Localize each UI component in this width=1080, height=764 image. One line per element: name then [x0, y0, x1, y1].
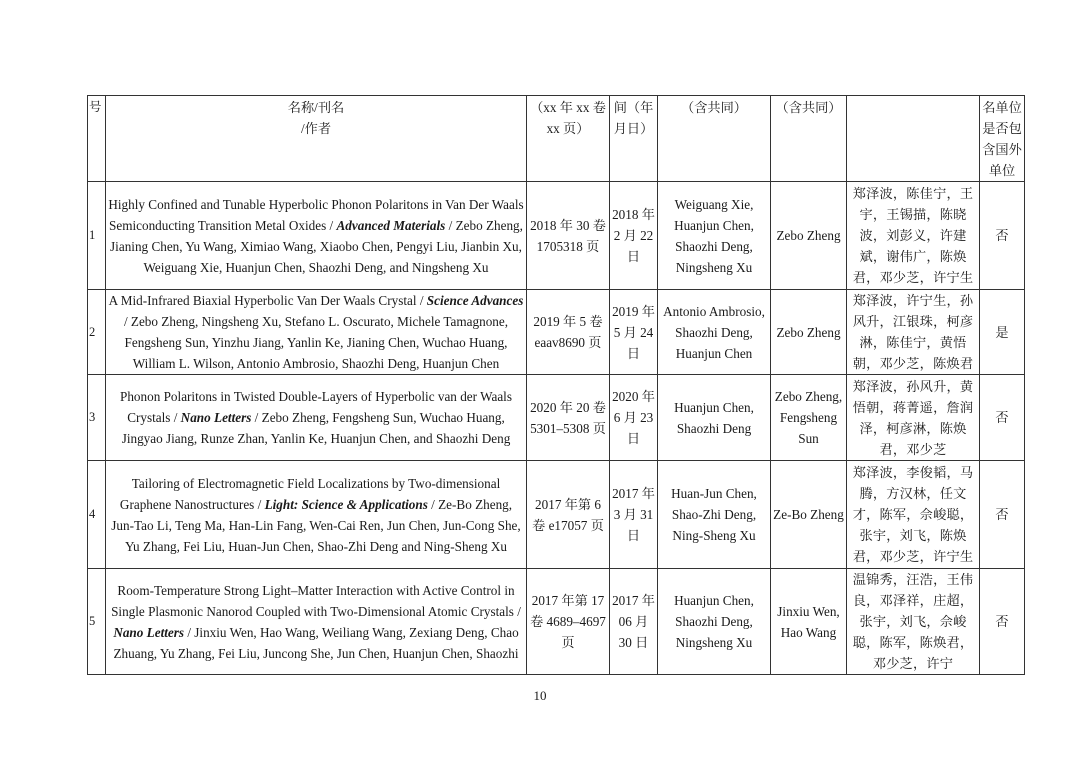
first-authors: Weiguang Xie, Huanjun Chen, Shaozhi Deng, Ningsheng Xu	[658, 182, 771, 290]
first-authors: Antonio Ambrosio, Shaozhi Deng, Huanjun Chen	[658, 290, 771, 375]
corresponding-authors: Zebo Zheng	[771, 182, 847, 290]
first-authors: Huanjun Chen, Shaozhi Deng	[658, 375, 771, 461]
table-row	[88, 290, 1025, 375]
table-header-row	[88, 96, 1025, 182]
row-no: 2	[88, 290, 106, 375]
other-authors: 郑泽波，陈佳宁，王宇，王锡描，陈晓波，刘彭义，许建斌，谢伟广，陈焕君，邓少芝，许宁生	[847, 182, 980, 290]
paper-title: Highly Confined and Tunable Hyperbolic Phonon Polaritons in Van Der Waals Semiconducting Transition Metal Oxides / Advanced Materials / Zebo Zheng, Jianing Chen, Yu Wang, Ximiao Wang, Xiaobo Chen, Pengyi Liu, Jianbin Xu, Weiguang Xie, Huanjun Chen, Shaozhi Deng, and Ningsheng Xu	[106, 182, 527, 290]
journal-name: Advanced Materials	[336, 217, 446, 233]
volume-pages: 2018 年 30 卷 1705318 页	[527, 182, 610, 290]
foreign-unit: 否	[980, 182, 1025, 290]
header-no: 号	[88, 96, 106, 182]
foreign-unit: 否	[980, 375, 1025, 461]
header-first-author: （含共同）	[658, 96, 771, 182]
publish-date: 2017 年 3 月 31 日	[610, 461, 658, 569]
other-authors: 郑泽波，许宁生，孙风升，江银珠，柯彦淋，陈佳宁，黄悟朝，邓少芝，陈焕君	[847, 290, 980, 375]
journal-name: Nano Letters	[113, 624, 185, 640]
header-volume: （xx 年 xx 卷 xx 页）	[527, 96, 610, 182]
other-authors: 郑泽波，孙风升，黄悟朝，蒋菁遥，詹润泽，柯彦淋，陈焕君，邓少芝	[847, 375, 980, 461]
volume-pages: 2020 年 20 卷 5301–5308 页	[527, 375, 610, 461]
corresponding-authors: Zebo Zheng, Fengsheng Sun	[771, 375, 847, 461]
publish-date: 2018 年 2 月 22 日	[610, 182, 658, 290]
corresponding-authors: Zebo Zheng	[771, 290, 847, 375]
table-row	[88, 569, 1025, 675]
journal-name: Nano Letters	[180, 410, 252, 425]
header-other-authors	[847, 96, 980, 182]
corresponding-authors: Ze-Bo Zheng	[771, 461, 847, 569]
first-authors: Huan-Jun Chen, Shao-Zhi Deng, Ning-Sheng Xu	[658, 461, 771, 569]
foreign-unit: 否	[980, 569, 1025, 675]
publish-date: 2019 年 5 月 24 日	[610, 290, 658, 375]
journal-name: Light: Science & Applications	[264, 496, 428, 512]
table-row	[88, 375, 1025, 461]
other-authors: 郑泽波，李俊韬，马腾，方汉林，任文才，陈军，佘峻聪，张宇，刘飞，陈焕君，邓少芝，许宁生	[847, 461, 980, 569]
paper-title: Phonon Polaritons in Twisted Double-Layers of Hyperbolic van der Waals Crystals / Nano Letters / Zebo Zheng, Fengsheng Sun, Wuchao Huang, Jingyao Jiang, Runze Zhan, Yanlin Ke, Huanjun Chen, and Shaozhi Deng	[106, 375, 527, 461]
corresponding-authors: Jinxiu Wen, Hao Wang	[771, 569, 847, 675]
table-row	[88, 182, 1025, 290]
other-authors: 温锦秀，汪浩，王伟良，邓泽祥，庄超，张宇，刘飞，佘峻聪，陈军，陈焕君，邓少芝，许宁	[847, 569, 980, 675]
first-authors: Huanjun Chen, Shaozhi Deng, Ningsheng Xu	[658, 569, 771, 675]
volume-pages: 2019 年 5 卷 eaav8690 页	[527, 290, 610, 375]
table-row	[88, 461, 1025, 569]
row-no: 3	[88, 375, 106, 461]
header-corresponding: （含共同）	[771, 96, 847, 182]
page-number: 10	[533, 688, 547, 703]
publication-table	[87, 95, 1025, 675]
publish-date: 2017 年 06 月 30 日	[610, 569, 658, 675]
row-no: 1	[88, 182, 106, 290]
header-date: 间（年 月日）	[610, 96, 658, 182]
publish-date: 2020 年 6 月 23 日	[610, 375, 658, 461]
header-title: 名称/刊名 /作者	[106, 96, 527, 182]
volume-pages: 2017 年第 6 卷 e17057 页	[527, 461, 610, 569]
foreign-unit: 否	[980, 461, 1025, 569]
paper-title: Tailoring of Electromagnetic Field Localizations by Two-dimensional Graphene Nanostructures / Light: Science & Applications / Ze-Bo Zheng, Jun-Tao Li, Teng Ma, Han-Lin Fang, Wen-Cai Ren, Jun Chen, Jun-Cong She, Yu Zhang, Fei Liu, Huan-Jun Chen, Shao-Zhi Deng and Ning-Sheng Xu	[106, 461, 527, 569]
header-foreign: 名单位 是否包 含国外 单位	[980, 96, 1025, 182]
foreign-unit: 是	[980, 290, 1025, 375]
volume-pages: 2017 年第 17 卷 4689–4697 页	[527, 569, 610, 675]
row-no: 5	[88, 569, 106, 675]
journal-name: Science Advances	[426, 293, 524, 308]
paper-title: A Mid-Infrared Biaxial Hyperbolic Van Der Waals Crystal / Science Advances / Zebo Zheng, Ningsheng Xu, Stefano L. Oscurato, Michele Tamagnone, Fengsheng Sun, Yinzhu Jiang, Yanlin Ke, Jianing Chen, Wuchao Huang, William L. Wilson, Antonio Ambrosio, Shaozhi Deng, Huanjun Chen	[106, 290, 527, 375]
row-no: 4	[88, 461, 106, 569]
paper-title: Room-Temperature Strong Light–Matter Interaction with Active Control in Single Plasmonic Nanorod Coupled with Two-Dimensional Atomic Crystals / Nano Letters / Jinxiu Wen, Hao Wang, Weiliang Wang, Zexiang Deng, Chao Zhuang, Yu Zhang, Fei Liu, Juncong She, Jun Chen, Huanjun Chen, Shaozhi	[106, 569, 527, 675]
